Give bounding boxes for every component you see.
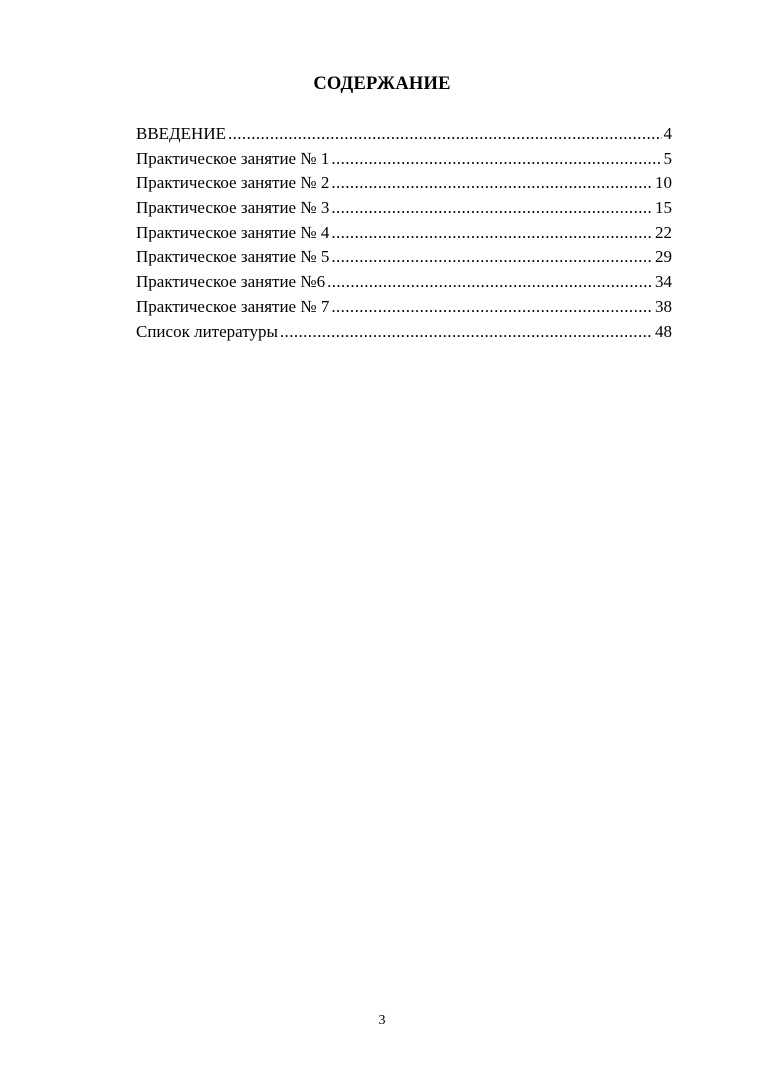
toc-entry-page: 34 (655, 272, 672, 292)
toc-leader-dots (331, 196, 653, 221)
toc-entry-page: 4 (663, 124, 672, 143)
toc-entry-label: Практическое занятие № 3 (136, 198, 330, 218)
toc-title: СОДЕРЖАНИЕ (313, 74, 451, 94)
toc-leader-dots (331, 245, 653, 270)
page-number: 3 (378, 1013, 386, 1028)
toc-entry-label: Практическое занятие № 5 (136, 247, 330, 267)
toc-entry[interactable] (136, 196, 672, 221)
toc-leader-dots (280, 320, 653, 345)
toc-entry[interactable] (136, 147, 672, 172)
toc-entry-page: 10 (655, 173, 672, 193)
toc-leader-dots (331, 295, 653, 320)
toc-entry-page: 15 (655, 198, 672, 218)
toc-entry-label: Практическое занятие № 1 (136, 148, 330, 168)
toc-entry-label: Практическое занятие № 7 (136, 296, 330, 316)
toc-list (136, 122, 672, 344)
toc-leader-dots (228, 122, 662, 147)
toc-leader-dots (327, 270, 653, 295)
toc-entry[interactable] (136, 122, 672, 147)
toc-entry-label: Список литературы (136, 321, 278, 341)
toc-entry-label: Практическое занятие № 2 (136, 173, 330, 193)
toc-entry-page: 48 (655, 321, 672, 341)
toc-entry-label: Практическое занятие № 4 (136, 222, 330, 242)
toc-entry-page: 38 (655, 296, 672, 316)
toc-entry-label: ВВЕДЕНИЕ (136, 124, 226, 143)
toc-leader-dots (331, 171, 653, 196)
toc-entry[interactable] (136, 171, 672, 196)
toc-entry-label: Практическое занятие №6 (136, 272, 326, 292)
toc-entry-page: 29 (655, 247, 672, 267)
toc-entry[interactable] (136, 221, 672, 246)
toc-entry[interactable] (136, 270, 672, 295)
toc-entry[interactable] (136, 320, 672, 345)
toc-entry-page: 22 (655, 222, 672, 242)
toc-leader-dots (331, 147, 661, 172)
toc-entry[interactable] (136, 245, 672, 270)
toc-leader-dots (331, 221, 653, 246)
toc-entry[interactable] (136, 295, 672, 320)
toc-entry-page: 5 (663, 148, 672, 168)
